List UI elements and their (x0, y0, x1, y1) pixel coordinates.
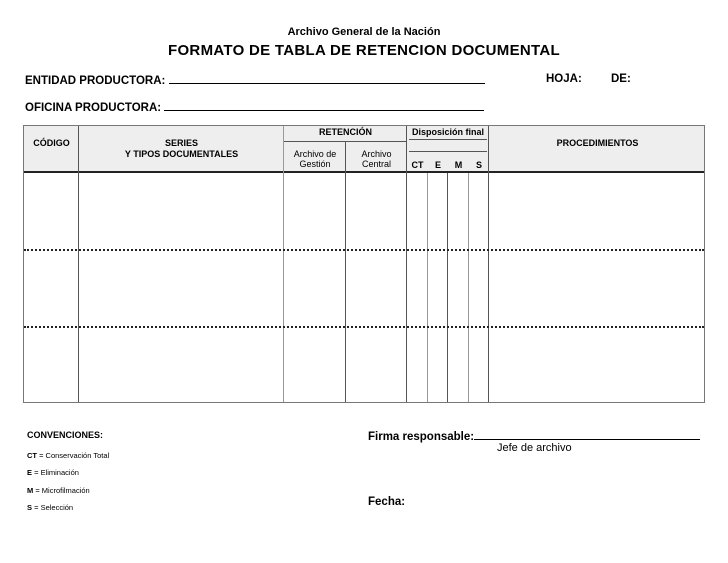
table-row[interactable] (24, 251, 704, 326)
convention-desc: = Conservación Total (37, 451, 110, 460)
retention-table (23, 125, 705, 403)
convention-item (27, 503, 73, 512)
firma-input[interactable] (474, 429, 700, 440)
firma-field (368, 429, 700, 443)
table-row[interactable] (24, 173, 704, 249)
firma-label: Firma responsable: (368, 431, 475, 443)
convention-desc: = Eliminación (32, 468, 79, 477)
organization-name: Archivo General de la Nación (287, 26, 441, 38)
convention-code: M (27, 486, 34, 495)
document-title: FORMATO DE TABLA DE RETENCION DOCUMENTAL (168, 42, 560, 59)
col-ct: CT (411, 160, 424, 170)
table-header (24, 126, 704, 173)
col-series-line1: SERIES (164, 138, 198, 148)
disposicion-divider (409, 151, 487, 152)
col-gestion-line1: Archivo de (293, 149, 337, 159)
conventions-title: CONVENCIONES: (27, 430, 104, 440)
oficina-label: OFICINA PRODUCTORA: (25, 102, 162, 114)
oficina-field (25, 100, 484, 114)
entidad-field (25, 73, 485, 87)
table-row[interactable] (24, 328, 704, 402)
convention-desc: = Selección (32, 503, 74, 512)
col-gestion-line2: Gestión (299, 159, 331, 169)
convention-item (27, 486, 90, 495)
convention-code: E (27, 468, 33, 477)
col-codigo: CÓDIGO (33, 138, 70, 148)
fecha-label: Fecha: (368, 496, 406, 508)
convention-desc: = Microfilmación (33, 486, 90, 495)
firma-role: Jefe de archivo (497, 442, 572, 454)
convention-code: CT (27, 451, 37, 460)
convention-item (27, 451, 109, 460)
entidad-input[interactable] (169, 73, 485, 84)
col-central-line2: Central (361, 159, 391, 169)
col-m: M (454, 160, 463, 170)
hoja-label: HOJA: (546, 73, 582, 85)
disposicion-underline (409, 139, 487, 140)
col-retencion: RETENCIÓN (318, 127, 372, 137)
entidad-label: ENTIDAD PRODUCTORA: (25, 75, 166, 87)
col-central-line1: Archivo (361, 149, 392, 159)
oficina-input[interactable] (164, 100, 484, 111)
convention-item (27, 468, 79, 477)
col-disposicion: Disposición final (411, 127, 484, 137)
col-e: E (434, 160, 441, 170)
col-series-line2: Y TIPOS DOCUMENTALES (124, 149, 239, 159)
de-label: DE: (611, 73, 631, 85)
convention-code: S (27, 503, 33, 512)
col-procedimientos: PROCEDIMIENTOS (556, 138, 639, 148)
col-s: S (475, 160, 482, 170)
